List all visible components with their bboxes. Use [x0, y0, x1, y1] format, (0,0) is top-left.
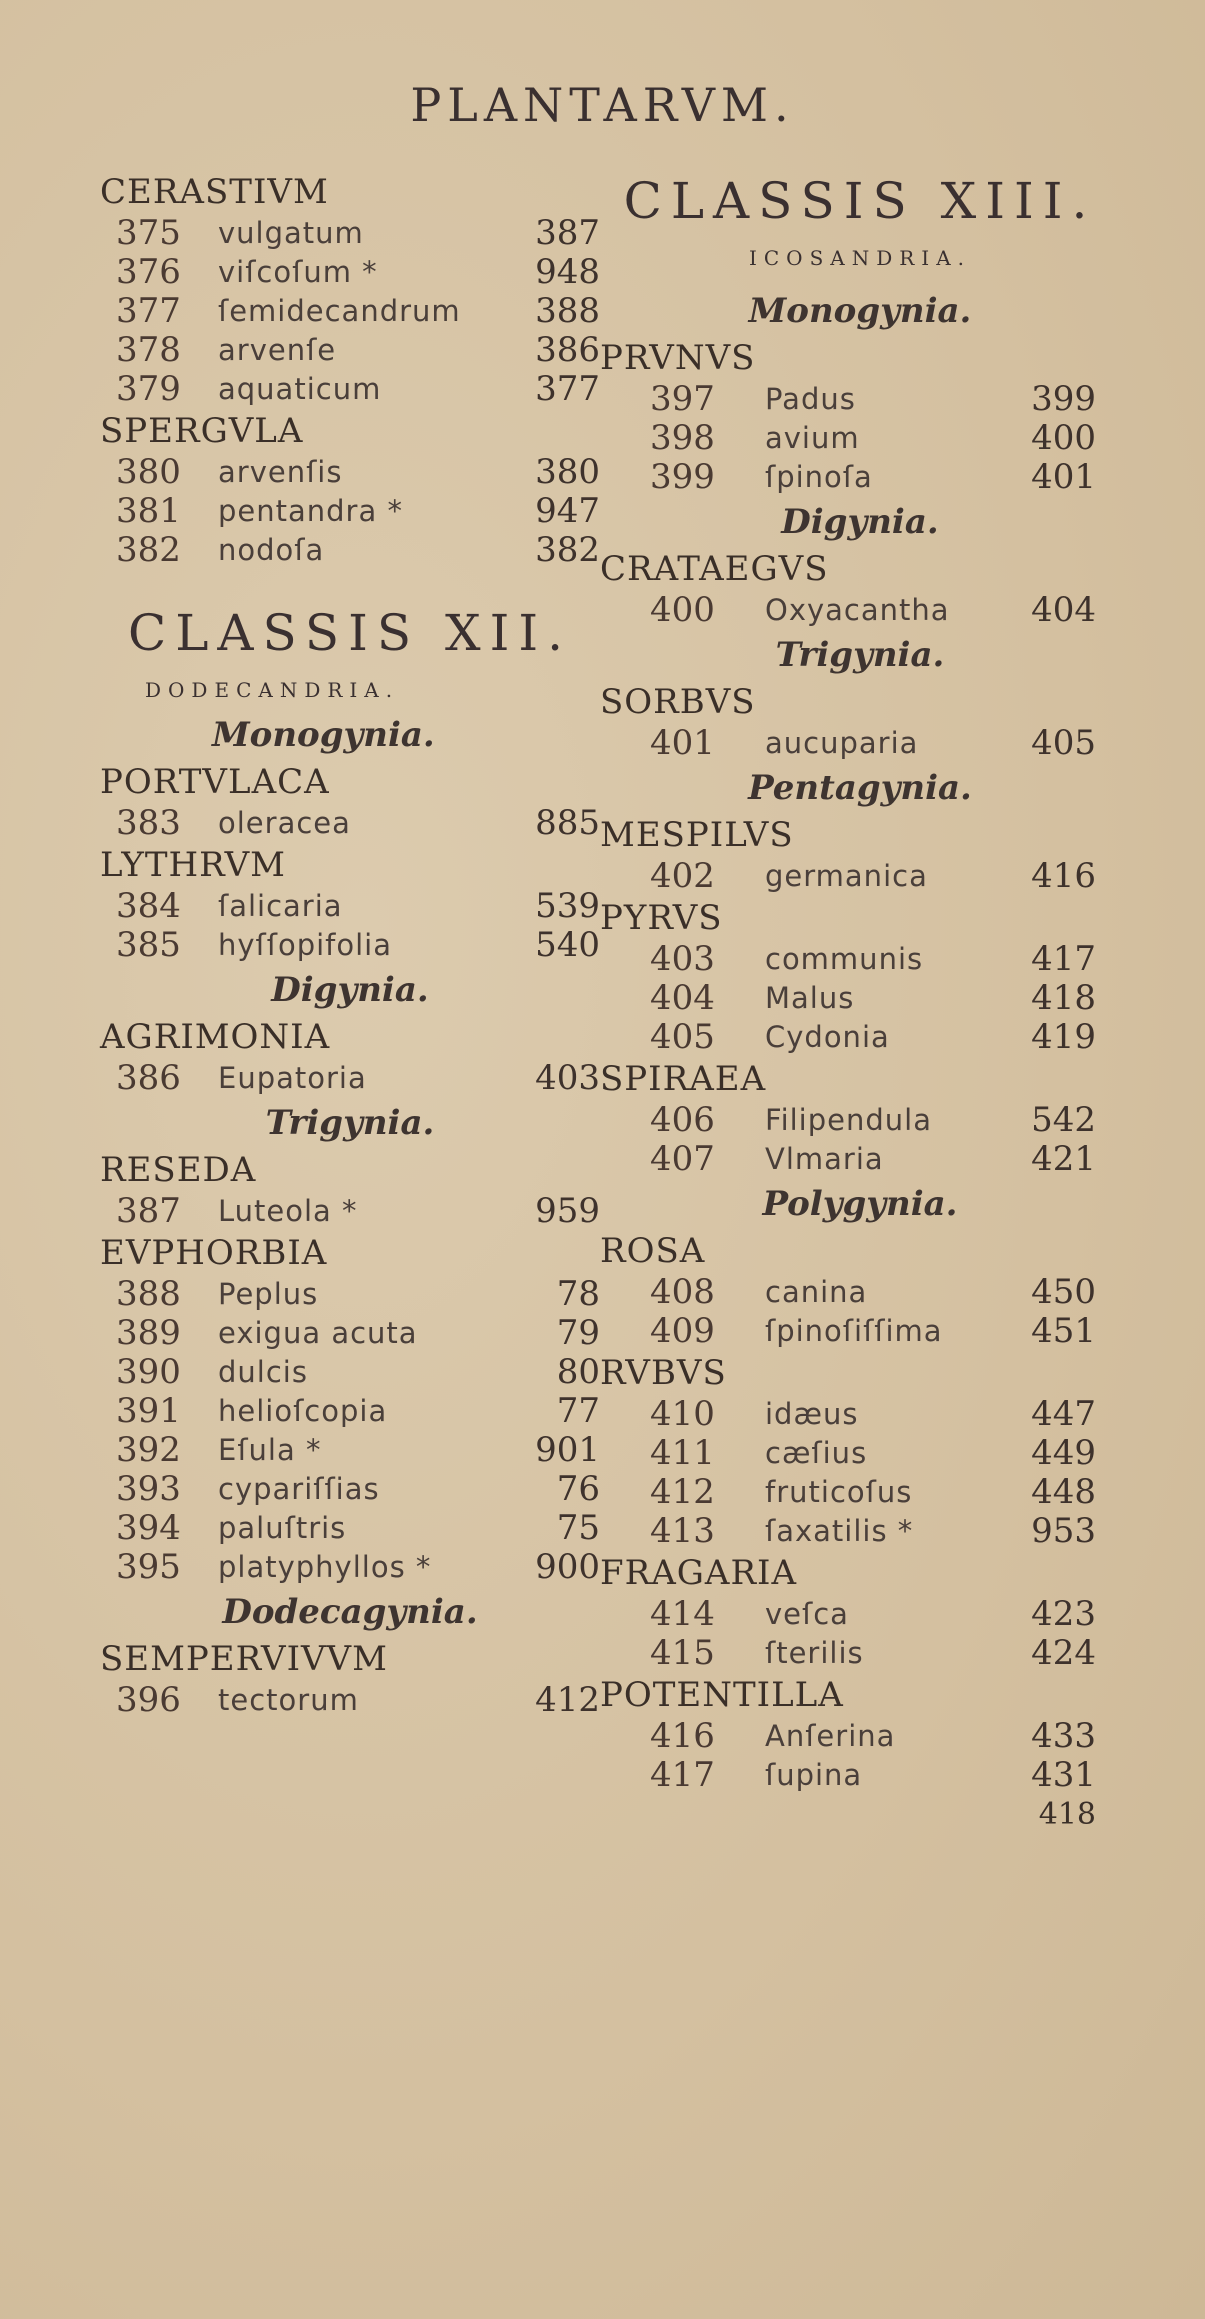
species-entry — [600, 458, 1120, 497]
species-name: fruticoſus — [765, 1475, 913, 1509]
species-name: avium — [765, 421, 860, 455]
class-name: ICOSANDRIA. — [748, 246, 972, 270]
species-number: 415 — [650, 1633, 715, 1673]
species-name: ſupina — [765, 1758, 863, 1792]
species-name: Peplus — [218, 1277, 319, 1311]
species-number: 410 — [650, 1394, 715, 1434]
species-entry — [600, 1395, 1120, 1434]
species-name: veſca — [765, 1597, 849, 1631]
species-number: 378 — [116, 330, 181, 370]
page-header: PLANTARVM. — [410, 78, 795, 132]
reference-number: 542 — [1031, 1100, 1096, 1140]
species-number: 377 — [116, 291, 181, 331]
trailing-reference — [600, 1795, 1120, 1834]
reference-number: 424 — [1031, 1633, 1096, 1673]
species-entry — [600, 940, 1120, 979]
reference-number: 401 — [1031, 457, 1096, 497]
species-number: 379 — [116, 369, 181, 409]
reference-number: 449 — [1031, 1433, 1096, 1473]
species-name: Cydonia — [765, 1020, 890, 1054]
genus-heading: FRAGARIA — [600, 1553, 798, 1593]
species-entry — [100, 887, 600, 926]
species-number: 398 — [650, 418, 715, 458]
species-number: 381 — [116, 491, 181, 531]
species-entry — [100, 531, 600, 570]
reference-number: 431 — [1031, 1755, 1096, 1795]
species-number: 406 — [650, 1100, 715, 1140]
reference-number: 885 — [535, 803, 600, 843]
species-number: 383 — [116, 803, 181, 843]
left-column — [100, 170, 600, 1720]
order-heading: Pentagynia. — [748, 768, 972, 808]
species-number: 396 — [116, 1680, 181, 1720]
reference-number: 404 — [1031, 590, 1096, 630]
reference-number: 377 — [535, 369, 600, 409]
species-entry — [600, 857, 1120, 896]
class-name: DODECANDRIA. — [145, 678, 400, 702]
species-name: dulcis — [218, 1355, 308, 1389]
species-number: 391 — [116, 1391, 181, 1431]
reference-number: 416 — [1031, 856, 1096, 896]
species-entry — [100, 1059, 600, 1098]
species-name: communis — [765, 942, 924, 976]
species-name: Malus — [765, 981, 855, 1015]
reference-number: 79 — [556, 1313, 600, 1353]
species-number: 405 — [650, 1017, 715, 1057]
genus-heading: SPERGVLA — [100, 411, 304, 451]
species-name: germanica — [765, 859, 928, 893]
species-entry — [600, 1312, 1120, 1351]
species-entry — [100, 1470, 600, 1509]
species-number: 414 — [650, 1594, 715, 1634]
species-name: Anſerina — [765, 1719, 896, 1753]
right-column — [600, 170, 1120, 1834]
species-number: 401 — [650, 723, 715, 763]
species-entry — [600, 1018, 1120, 1057]
species-number: 394 — [116, 1508, 181, 1548]
species-number: 384 — [116, 886, 181, 926]
species-entry — [100, 214, 600, 253]
species-name: Eſula * — [218, 1433, 322, 1467]
species-entry — [600, 1140, 1120, 1179]
order-heading: Monogynia. — [212, 715, 435, 755]
reference-number: 403 — [535, 1058, 600, 1098]
species-entry — [100, 1275, 600, 1314]
species-number: 402 — [650, 856, 715, 896]
species-name: viſcoſum * — [218, 255, 378, 289]
species-number: 392 — [116, 1430, 181, 1470]
genus-heading: CRATAEGVS — [600, 549, 829, 589]
species-entry — [100, 492, 600, 531]
reference-number: 400 — [1031, 418, 1096, 458]
species-number: 386 — [116, 1058, 181, 1098]
reference-number: 433 — [1031, 1716, 1096, 1756]
species-name: exigua acuta — [218, 1316, 418, 1350]
species-name: nodoſa — [218, 533, 325, 567]
reference-number: 417 — [1031, 939, 1096, 979]
species-entry — [600, 1512, 1120, 1551]
species-name: idæus — [765, 1397, 859, 1431]
reference-number: 382 — [535, 530, 600, 570]
reference-number: 380 — [535, 452, 600, 492]
species-name: vulgatum — [218, 216, 364, 250]
reference-number: 451 — [1031, 1311, 1096, 1351]
reference-number: 900 — [535, 1547, 600, 1587]
classis-title: CLASSIS XIII. — [623, 172, 1097, 230]
reference-number: 448 — [1031, 1472, 1096, 1512]
species-entry — [600, 1634, 1120, 1673]
species-entry — [100, 1509, 600, 1548]
species-name: ſpinoſa — [765, 460, 873, 494]
species-name: ſalicaria — [218, 889, 343, 923]
reference-number: 78 — [556, 1274, 600, 1314]
species-number: 413 — [650, 1511, 715, 1551]
species-name: canina — [765, 1275, 868, 1309]
species-number: 400 — [650, 590, 715, 630]
species-number: 388 — [116, 1274, 181, 1314]
species-number: 382 — [116, 530, 181, 570]
reference-number: 959 — [535, 1191, 600, 1231]
species-name: Luteola * — [218, 1194, 358, 1228]
species-entry — [600, 1101, 1120, 1140]
genus-heading: PYRVS — [600, 898, 723, 938]
species-number: 407 — [650, 1139, 715, 1179]
species-number: 375 — [116, 213, 181, 253]
species-name: cypariſſias — [218, 1472, 380, 1506]
species-entry — [600, 1434, 1120, 1473]
genus-heading: LYTHRVM — [100, 845, 286, 885]
reference-number: 948 — [535, 252, 600, 292]
species-number: 411 — [650, 1433, 715, 1473]
classis-title: CLASSIS XII. — [127, 604, 573, 662]
species-name: Padus — [765, 382, 856, 416]
reference-number: 419 — [1031, 1017, 1096, 1057]
order-heading: Digynia. — [781, 502, 939, 542]
species-entry — [100, 1353, 600, 1392]
species-entry — [100, 1431, 600, 1470]
species-name: aquaticum — [218, 372, 382, 406]
order-heading: Trigynia. — [775, 635, 945, 675]
reference-number: 75 — [556, 1508, 600, 1548]
species-name: Filipendula — [765, 1103, 932, 1137]
species-name: tectorum — [218, 1683, 359, 1717]
species-name: platyphyllos * — [218, 1550, 432, 1584]
reference-number: 399 — [1031, 379, 1096, 419]
species-name: ſaxatilis * — [765, 1514, 914, 1548]
species-number: 387 — [116, 1191, 181, 1231]
species-number: 399 — [650, 457, 715, 497]
genus-heading: PRVNVS — [600, 338, 756, 378]
species-name: ſpinoſiſſima — [765, 1314, 943, 1348]
reference-number: 450 — [1031, 1272, 1096, 1312]
genus-heading: RESEDA — [100, 1150, 257, 1190]
species-entry — [100, 292, 600, 331]
species-entry — [100, 1192, 600, 1231]
species-name: oleracea — [218, 806, 351, 840]
genus-heading: SPIRAEA — [600, 1059, 767, 1099]
species-entry — [100, 1681, 600, 1720]
species-number: 390 — [116, 1352, 181, 1392]
order-heading: Dodecagynia. — [222, 1592, 478, 1632]
species-name: pentandra * — [218, 494, 403, 528]
species-number: 395 — [116, 1547, 181, 1587]
species-entry — [100, 331, 600, 370]
reference-number: 947 — [535, 491, 600, 531]
species-number: 393 — [116, 1469, 181, 1509]
species-number: 404 — [650, 978, 715, 1018]
order-heading: Trigynia. — [265, 1103, 435, 1143]
species-name: aucuparia — [765, 726, 919, 760]
species-name: ſemidecandrum — [218, 294, 461, 328]
reference-number: 388 — [535, 291, 600, 331]
reference-number: 80 — [556, 1352, 600, 1392]
reference-number: 405 — [1031, 723, 1096, 763]
species-name: Oxyacantha — [765, 593, 950, 627]
species-number: 409 — [650, 1311, 715, 1351]
species-entry — [600, 1756, 1120, 1795]
species-entry — [100, 253, 600, 292]
reference-number: 953 — [1031, 1511, 1096, 1551]
species-entry — [600, 979, 1120, 1018]
genus-heading: MESPILVS — [600, 815, 794, 855]
species-number: 403 — [650, 939, 715, 979]
genus-heading: SORBVS — [600, 682, 756, 722]
order-heading: Polygynia. — [762, 1184, 958, 1224]
reference-number: 387 — [535, 213, 600, 253]
species-entry — [100, 1314, 600, 1353]
reference-number: 421 — [1031, 1139, 1096, 1179]
species-name: Vlmaria — [765, 1142, 884, 1176]
species-entry — [100, 1548, 600, 1587]
species-entry — [600, 1273, 1120, 1312]
genus-heading: ROSA — [600, 1231, 706, 1271]
reference-number: 76 — [556, 1469, 600, 1509]
reference-number: 901 — [535, 1430, 600, 1470]
genus-heading: SEMPERVIVVM — [100, 1639, 388, 1679]
species-number: 408 — [650, 1272, 715, 1312]
species-entry — [100, 926, 600, 965]
species-number: 416 — [650, 1716, 715, 1756]
reference-number: 539 — [535, 886, 600, 926]
genus-heading: RVBVS — [600, 1353, 727, 1393]
species-number: 380 — [116, 452, 181, 492]
species-number: 397 — [650, 379, 715, 419]
species-number: 376 — [116, 252, 181, 292]
species-entry — [100, 1392, 600, 1431]
species-name: cæſius — [765, 1436, 868, 1470]
species-entry — [600, 1717, 1120, 1756]
genus-heading: POTENTILLA — [600, 1675, 844, 1715]
species-entry — [100, 804, 600, 843]
species-name: paluſtris — [218, 1511, 347, 1545]
species-entry — [600, 380, 1120, 419]
species-entry — [600, 591, 1120, 630]
species-name: ſterilis — [765, 1636, 864, 1670]
reference-number: 77 — [556, 1391, 600, 1431]
species-entry — [100, 370, 600, 409]
genus-heading: EVPHORBIA — [100, 1233, 328, 1273]
order-heading: Digynia. — [271, 970, 429, 1010]
reference-number: 412 — [535, 1680, 600, 1720]
reference-number: 423 — [1031, 1594, 1096, 1634]
order-heading: Monogynia. — [748, 291, 972, 331]
reference-number: 447 — [1031, 1394, 1096, 1434]
species-name: arvenſe — [218, 333, 337, 367]
species-entry — [600, 724, 1120, 763]
reference-number: 386 — [535, 330, 600, 370]
species-number: 385 — [116, 925, 181, 965]
species-name: hyſſopifolia — [218, 928, 393, 962]
species-number: 389 — [116, 1313, 181, 1353]
reference-number: 418 — [1038, 1797, 1096, 1832]
species-name: helioſcopia — [218, 1394, 388, 1428]
genus-heading: AGRIMONIA — [100, 1017, 331, 1057]
species-number: 412 — [650, 1472, 715, 1512]
species-entry — [600, 1473, 1120, 1512]
species-entry — [600, 419, 1120, 458]
species-name: Eupatoria — [218, 1061, 367, 1095]
reference-number: 540 — [535, 925, 600, 965]
species-entry — [600, 1595, 1120, 1634]
species-name: arvenſis — [218, 455, 343, 489]
genus-heading: CERASTIVM — [100, 172, 329, 212]
genus-heading: PORTVLACA — [100, 762, 330, 802]
species-number: 417 — [650, 1755, 715, 1795]
species-entry — [100, 453, 600, 492]
reference-number: 418 — [1031, 978, 1096, 1018]
